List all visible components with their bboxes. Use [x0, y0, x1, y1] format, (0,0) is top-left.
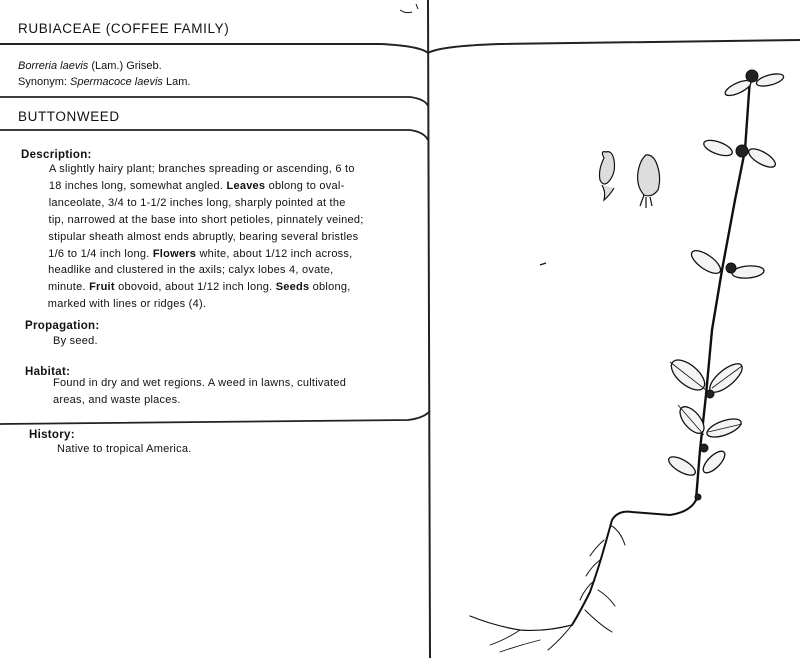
description-line: A slightly hairy plant; branches spreading or ascending, 6 to [49, 163, 355, 175]
description-line: marked with lines or ridges (4). [47, 298, 207, 311]
scientific-name: Borreria laevis (Lam.) Griseb. [18, 60, 162, 72]
description-line: minute. Fruit obovoid, about 1/12 inch long. Seeds oblong, [47, 281, 351, 294]
history-text: Native to tropical America. [57, 443, 192, 455]
history-heading: History: [29, 429, 75, 441]
description-line: tip, narrowed at the base into short petioles, pinnately veined; [48, 213, 364, 226]
description-line: 18 inches long, somewhat angled. Leaves oblong to oval- [48, 179, 345, 192]
description-line: headlike and clustered in the axils; calyx lobes 4, ovate, [48, 264, 334, 277]
habitat-heading: Habitat: [25, 366, 71, 378]
propagation-heading: Propagation: [25, 320, 100, 332]
family-heading: RUBIACEAE (COFFEE FAMILY) [18, 21, 230, 36]
propagation-text: By seed. [53, 335, 98, 347]
description-heading: Description: [21, 149, 92, 161]
synonym-line: Synonym: Spermacoce laevis Lam. [18, 76, 191, 88]
description-line: 1/6 to 1/4 inch long. Flowers white, about 1/12 inch across, [48, 247, 353, 260]
description-line: stipular sheath almost ends abruptly, bearing several bristles [48, 230, 359, 243]
description-line: lanceolate, 3/4 to 1-1/2 inches long, sharply pointed at the [48, 196, 346, 209]
habitat-line: Found in dry and wet regions. A weed in lawns, cultivated [53, 377, 347, 389]
habitat-line: areas, and waste places. [53, 393, 181, 406]
common-name-heading: BUTTONWEED [18, 109, 120, 124]
